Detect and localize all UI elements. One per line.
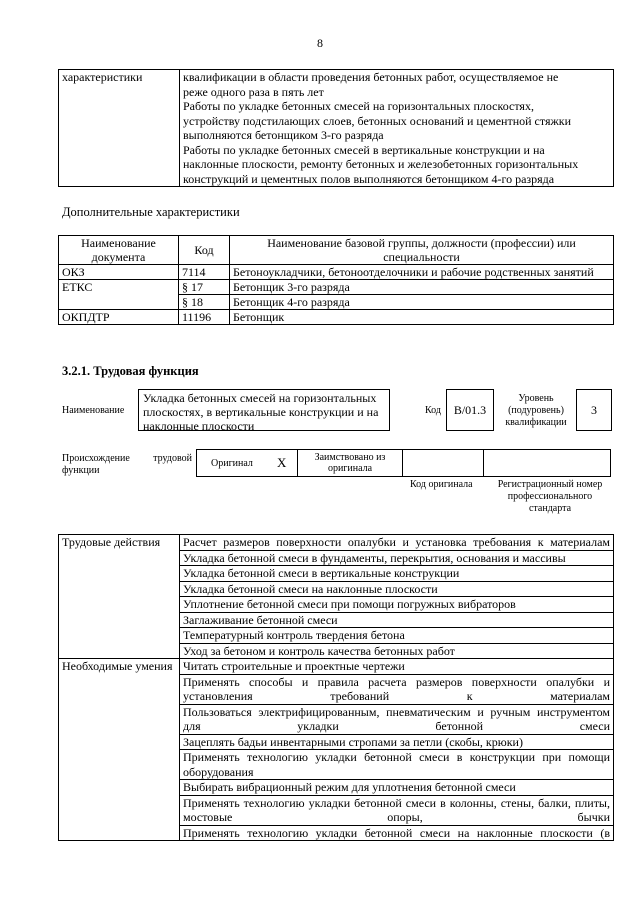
skill-item: Применять технологию укладки бетонной смеси в конструкции при помощи оборудования: [180, 750, 614, 780]
function-code-box: B/01.3: [446, 389, 494, 431]
level-box: 3: [576, 389, 612, 431]
name-cell: Бетонщик 4-го разряда: [230, 295, 614, 310]
action-item: Укладка бетонной смеси в вертикальные конструкции: [180, 566, 614, 582]
skill-item: Применять технологию укладки бетонной смеси на наклонные плоскости (в: [180, 825, 614, 841]
table-row: [59, 280, 614, 295]
action-item: Укладка бетонной смеси в фундаменты, перекрытия, основания и массивы: [180, 550, 614, 566]
characteristics-table: [58, 69, 614, 187]
characteristics-line: квалификации в области проведения бетонных работ, осуществляемое не: [183, 70, 559, 84]
actions-label: Трудовые действия: [59, 535, 180, 659]
original-cell: [196, 449, 298, 477]
table-row: [59, 310, 614, 325]
code-label: Код: [425, 405, 441, 416]
characteristics-line: выполняются бетонщиком 3-го разряда: [183, 128, 384, 142]
table-row: [59, 535, 614, 551]
name-cell: Бетоноукладчики, бетоноотделочники и рабочие родственных занятий: [230, 265, 614, 280]
header-code: Код: [179, 236, 230, 265]
doc-cell: ОКЗ: [59, 265, 179, 280]
level-label: Уровень (подуровень) квалификации: [505, 393, 567, 428]
function-name-box: Укладка бетонных смесей на горизонтальных плоскостях, в вертикальные конструкции и на наклонные плоскости: [138, 389, 390, 431]
name-cell: Бетонщик 3-го разряда: [230, 280, 614, 295]
additional-characteristics-title: Дополнительные характеристики: [62, 205, 240, 219]
skills-label: Необходимые умения: [59, 659, 180, 841]
table-row: [59, 659, 614, 675]
borrowed-label: Заимствовано из оригинала: [314, 452, 386, 474]
code-original-label: Код оригинала: [410, 479, 473, 490]
characteristics-line: Работы по укладке бетонных смесей в вертикальные конструкции и на: [183, 142, 545, 157]
action-item: Уплотнение бетонной смеси при помощи погружных вибраторов: [180, 597, 614, 613]
characteristics-content: [180, 70, 614, 187]
original-mark: X: [277, 455, 287, 470]
documents-table: [58, 235, 614, 325]
name-cell: Бетонщик: [230, 310, 614, 325]
code-cell: 11196: [179, 310, 230, 325]
reg-number-label: Регистрационный номер профессионального стандарта: [497, 479, 603, 514]
characteristics-line: наклонные плоскости, ремонту бетонных и железобетонных горизонтальных: [183, 157, 579, 171]
page-number: 8: [317, 36, 323, 50]
reg-number-cell: [483, 449, 611, 477]
original-code-cell: [402, 449, 484, 477]
characteristics-line: Работы по укладке бетонных смесей на горизонтальных плоскостях,: [183, 99, 534, 113]
skill-item: Читать строительные и проектные чертежи: [180, 659, 614, 675]
characteristics-label: характеристики: [59, 70, 180, 187]
borrowed-cell: [297, 449, 403, 477]
original-label: Оригинал: [211, 458, 253, 469]
skill-item: Пользоваться электрифицированным, пневматическим и ручным инструментом для укладки бетонной смеси: [180, 704, 614, 734]
code-cell: § 18: [179, 295, 230, 310]
action-item: Укладка бетонной смеси на наклонные плоскости: [180, 581, 614, 597]
labor-function-table: [58, 534, 614, 841]
characteristics-line: устройству подстилающих слоев, бетонных оснований и цементной стяжки: [183, 113, 572, 128]
action-item: Температурный контроль твердения бетона: [180, 628, 614, 644]
skill-item: Зацеплять бадьи инвентарными стропами за петли (скобы, крюки): [180, 734, 614, 750]
section-title: 3.2.1. Трудовая функция: [62, 364, 199, 378]
table-row: [59, 265, 614, 280]
action-item: Уход за бетоном и контроль качества бетонных работ: [180, 643, 614, 659]
header-group-name: Наименование базовой группы, должности (профессии) или специальности: [230, 236, 614, 265]
code-cell: § 17: [179, 280, 230, 295]
table-header-row: [59, 236, 614, 265]
characteristics-line: конструкций и цементных полов выполняются бетонщиком 4-го разряда: [183, 171, 555, 186]
skill-item: Применять способы и правила расчета размеров поверхности опалубки и установления требований к материалам: [180, 674, 614, 704]
characteristics-line: реже одного раза в пять лет: [183, 84, 324, 99]
doc-cell: ОКПДТР: [59, 310, 179, 325]
doc-cell: ЕТКС: [59, 280, 179, 310]
skill-item: Применять технологию укладки бетонной смеси в колонны, стены, балки, плиты, мостовые опоры, бычки: [180, 795, 614, 825]
name-label: Наименование: [62, 405, 125, 416]
action-item: Расчет размеров поверхности опалубки и установка требования к материалам: [180, 535, 614, 551]
action-item: Заглаживание бетонной смеси: [180, 612, 614, 628]
code-cell: 7114: [179, 265, 230, 280]
header-document: Наименование документа: [59, 236, 179, 265]
origin-label: Происхождение трудовой функции: [62, 453, 192, 476]
skill-item: Выбирать вибрационный режим для уплотнения бетонной смеси: [180, 780, 614, 796]
